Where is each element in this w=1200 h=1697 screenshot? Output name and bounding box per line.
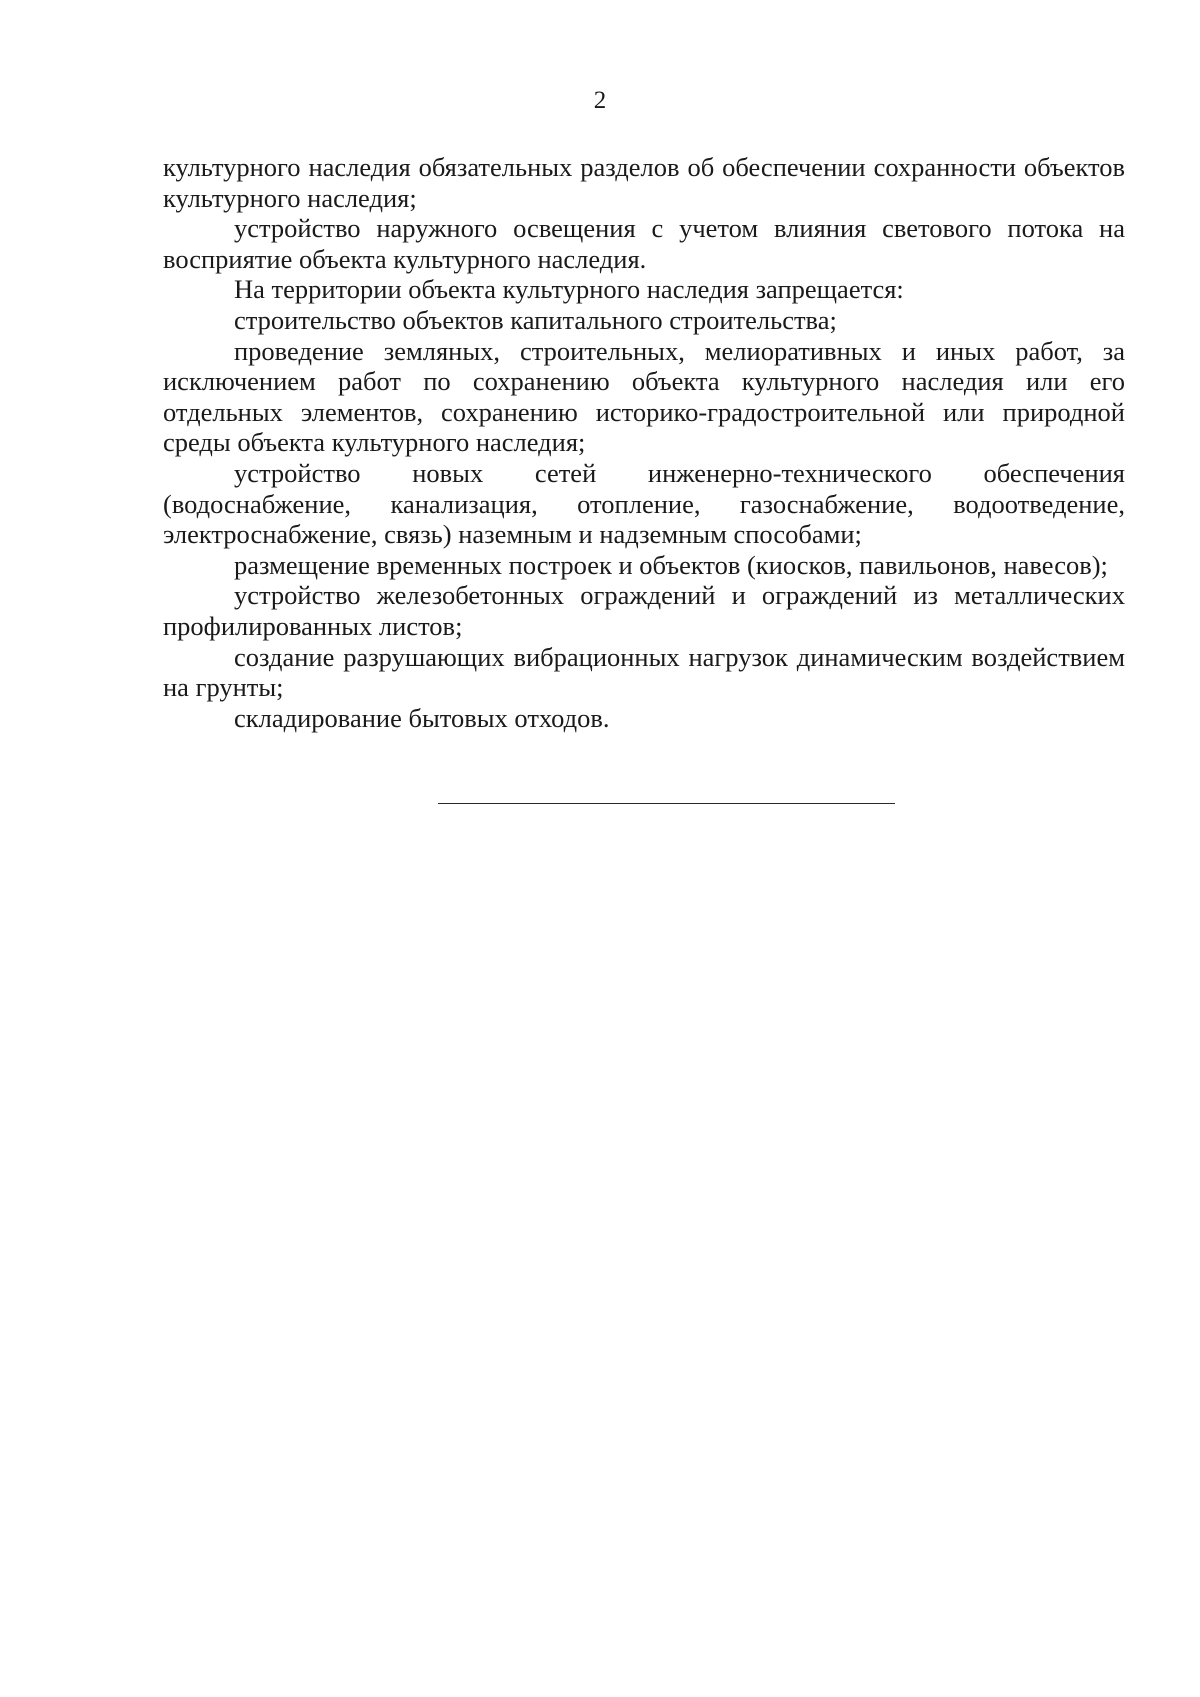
paragraph-earthworks: проведение земляных, строительных, мелиоративных и иных работ, за исключением работ по сохранению объекта культурного наследия или его отдельных элементов, сохранению историко-градостроительной или природной среды объекта культурного наследия;	[163, 335, 1125, 458]
end-divider-line	[438, 803, 895, 804]
page-number: 2	[593, 87, 607, 114]
paragraph-continuation: культурного наследия обязательных разделов об обеспечении сохранности объектов культурного наследия;	[163, 152, 1125, 213]
paragraph-outdoor-lighting: устройство наружного освещения с учетом влияния светового потока на восприятие объекта культурного наследия.	[163, 213, 1125, 274]
document-body	[163, 152, 1125, 733]
paragraph-temporary-buildings: размещение временных построек и объектов (киосков, павильонов, навесов);	[234, 549, 1108, 580]
paragraph-vibration-loads: создание разрушающих вибрационных нагрузок динамическим воздействием на грунты;	[163, 641, 1125, 703]
paragraph-engineering-networks: устройство новых сетей инженерно-технического обеспечения (водоснабжение, канализация, отопление, газоснабжение, водоотведение, электроснабжение, связь) наземным и надземным способами;	[163, 457, 1125, 550]
paragraph-waste-storage: складирование бытовых отходов.	[234, 702, 610, 733]
paragraph-capital-construction: строительство объектов капитального строительства;	[234, 304, 837, 335]
paragraph-fences: устройство железобетонных ограждений и ограждений из металлических профилированных листов;	[163, 580, 1125, 641]
paragraph-prohibitions-intro: На территории объекта культурного наследия запрещается:	[234, 274, 904, 305]
